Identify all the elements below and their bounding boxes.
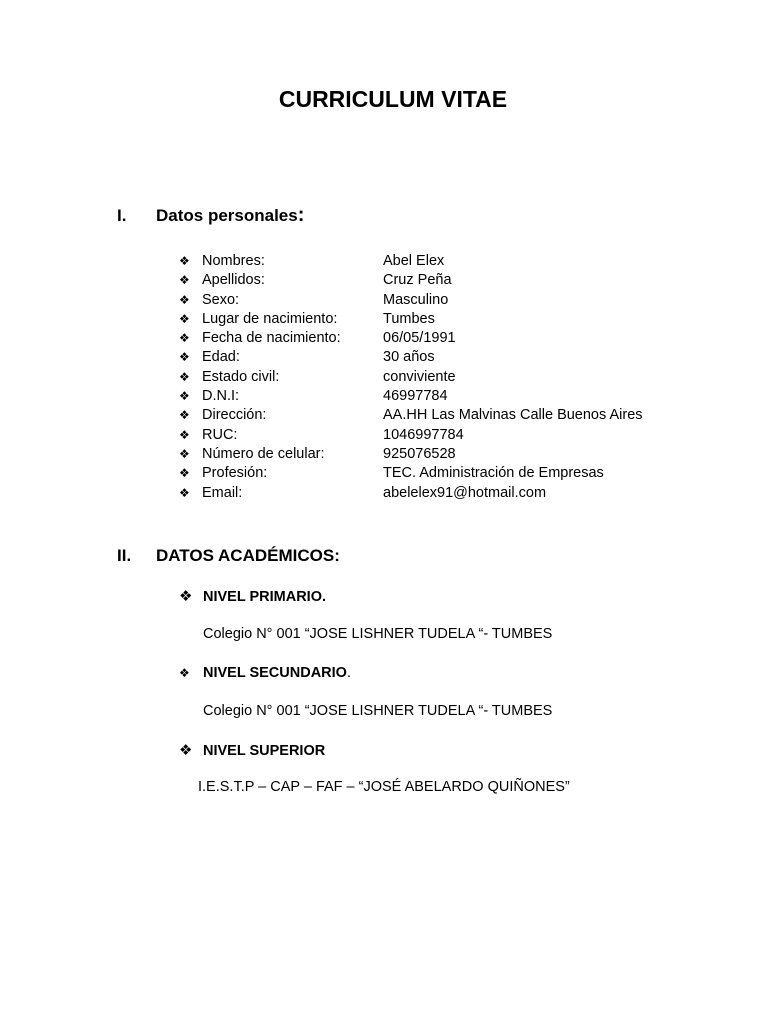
diamond-bullet-icon: ❖ bbox=[179, 254, 190, 268]
level-label: NIVEL SUPERIOR bbox=[203, 743, 326, 759]
section-academic-heading bbox=[117, 546, 340, 566]
field-label: Nombres: bbox=[202, 253, 265, 269]
diamond-bullet-icon: ❖ bbox=[179, 408, 190, 423]
diamond-bullet-icon: ❖ bbox=[179, 311, 190, 326]
level-secondary-school: Colegio N° 001 “JOSE LISHNER TUDELA “- TUMBES bbox=[203, 703, 553, 719]
field-label: Email: bbox=[202, 484, 243, 501]
field-label: Fecha de nacimiento: bbox=[202, 330, 341, 347]
diamond-bullet-icon: ❖ bbox=[179, 369, 190, 384]
level-higher-heading bbox=[179, 741, 325, 759]
level-label: NIVEL PRIMARIO. bbox=[203, 589, 326, 605]
section-title: DATOS ACADÉMICOS: bbox=[156, 546, 340, 565]
field-value: AA.HH Las Malvinas Calle Buenos Aires bbox=[383, 407, 643, 424]
field-value: 06/05/1991 bbox=[383, 330, 456, 347]
diamond-bullet-icon: ❖ bbox=[179, 485, 190, 500]
field-label: Estado civil: bbox=[202, 368, 280, 385]
field-value: 46997784 bbox=[383, 388, 448, 405]
diamond-bullet-icon: ❖ bbox=[179, 331, 190, 346]
field-value: Abel Elex bbox=[383, 253, 445, 269]
field-label: Profesión: bbox=[202, 465, 268, 482]
field-value: Cruz Peña bbox=[383, 272, 452, 289]
field-label: RUC: bbox=[202, 426, 238, 443]
field-value: 925076528 bbox=[383, 445, 456, 462]
section-number: I. bbox=[117, 206, 127, 225]
diamond-bullet-icon: ❖ bbox=[179, 446, 190, 461]
field-label: Sexo: bbox=[202, 291, 240, 308]
field-label: D.N.I: bbox=[202, 388, 240, 405]
level-label: NIVEL SECUNDARIO bbox=[203, 665, 347, 681]
section-title: Datos personales bbox=[156, 206, 298, 225]
field-value: conviviente bbox=[383, 368, 456, 385]
level-primary-heading bbox=[179, 587, 326, 605]
diamond-bullet-icon: ❖ bbox=[179, 389, 190, 404]
section-title-colon: : bbox=[297, 204, 305, 226]
section-number: II. bbox=[117, 546, 132, 565]
level-primary-school: Colegio N° 001 “JOSE LISHNER TUDELA “- TUMBES bbox=[203, 626, 553, 642]
level-higher-school: I.E.S.T.P – CAP – FAF – “JOSÉ ABELARDO QUIÑONES” bbox=[198, 779, 570, 795]
diamond-bullet-icon: ❖ bbox=[179, 742, 193, 759]
field-label: Número de celular: bbox=[202, 445, 325, 462]
level-label-suffix: . bbox=[346, 665, 351, 681]
diamond-bullet-icon: ❖ bbox=[179, 588, 193, 605]
field-value: Masculino bbox=[383, 291, 449, 308]
diamond-bullet-icon: ❖ bbox=[179, 466, 190, 481]
field-label: Lugar de nacimiento: bbox=[202, 310, 338, 327]
field-value: abelelex91@hotmail.com bbox=[383, 484, 547, 501]
diamond-bullet-icon: ❖ bbox=[179, 273, 190, 288]
section-personal-heading bbox=[117, 204, 304, 227]
field-label: Dirección: bbox=[202, 407, 267, 424]
page-title: CURRICULUM VITAE bbox=[278, 86, 508, 112]
diamond-bullet-icon: ❖ bbox=[179, 427, 190, 442]
field-value: Tumbes bbox=[383, 310, 435, 327]
diamond-bullet-icon: ❖ bbox=[179, 666, 190, 680]
field-value: 30 años bbox=[383, 349, 435, 366]
field-value: 1046997784 bbox=[383, 426, 464, 443]
field-label: Apellidos: bbox=[202, 272, 265, 289]
level-secondary-heading bbox=[179, 665, 351, 681]
field-value: TEC. Administración de Empresas bbox=[383, 465, 604, 482]
field-label: Edad: bbox=[202, 349, 240, 366]
diamond-bullet-icon: ❖ bbox=[179, 350, 190, 365]
diamond-bullet-icon: ❖ bbox=[179, 292, 190, 307]
